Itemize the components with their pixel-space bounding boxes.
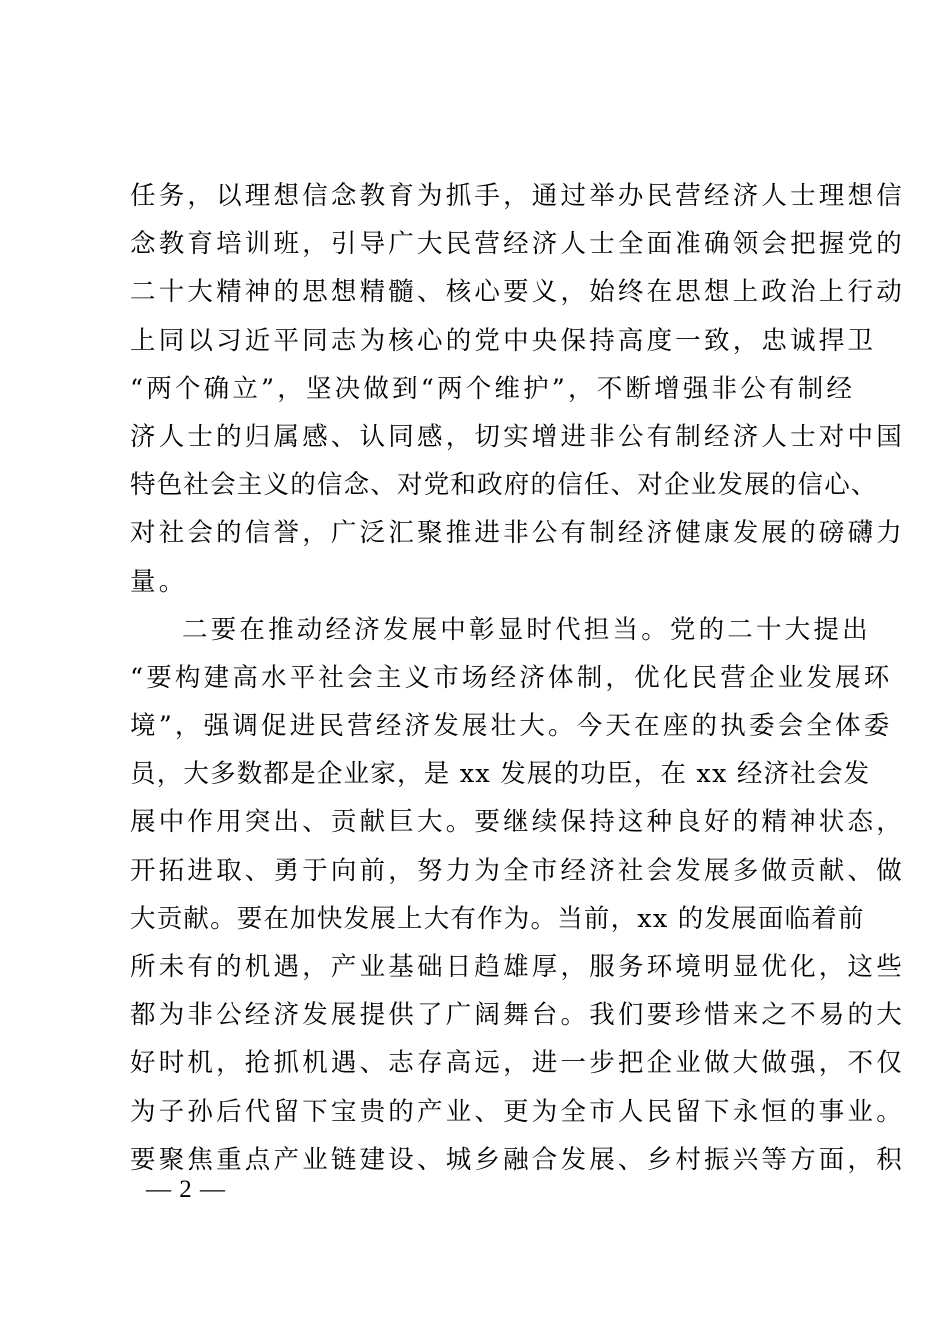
text-line: 上同以习近平同志为核心的党中央保持高度一致，忠诚捍卫 [130,325,877,356]
text-line: 特色社会主义的信念、对党和政府的信任、对企业发展的信心、 [130,470,878,501]
body-text [130,172,905,1184]
text-line: 开拓进取、勇于向前，努力为全市经济社会发展多做贡献、做 [130,855,905,886]
text-line: 展中作用突出、贡献巨大。要继续保持这种良好的精神状态， [130,807,905,838]
text-line: 对社会的信誉，广泛汇聚推进非公有制经济健康发展的磅礴力 [130,518,905,549]
text-line: “两个确立”，坚决做到“两个维护”，不断增强非公有制经 [130,373,856,404]
text-line: 要聚焦重点产业链建设、城乡融合发展、乡村振兴等方面，积 [130,1144,905,1175]
text-line: 都为非公经济发展提供了广阔舞台。我们要珍惜来之不易的大 [130,1000,905,1031]
text-line: 为子孙后代留下宝贵的产业、更为全市人民留下永恒的事业。 [130,1096,905,1127]
text-line: 二要在推动经济发展中彰显时代担当。党的二十大提出 [182,614,871,645]
text-line: 济人士的归属感、认同感，切实增进非公有制经济人士对中国 [130,421,905,452]
text-line: 念教育培训班，引导广大民营经济人士全面准确领会把握党的 [130,229,905,260]
paragraph-1 [130,172,905,606]
text-line: 二十大精神的思想精髓、核心要义，始终在思想上政治上行动 [130,277,905,308]
text-line: “要构建高水平社会主义市场经济体制，优化民营企业发展环 [130,662,893,693]
text-line: 大贡献。要在加快发展上大有作为。当前，xx 的发展面临着前 [130,903,865,934]
text-line: 好时机，抢抓机遇、志存高远，进一步把企业做大做强，不仅 [130,1048,905,1079]
text-line: 境”，强调促进民营经济发展壮大。今天在座的执委会全体委 [130,711,893,742]
text-line: 任务，以理想信念教育为抓手，通过举办民营经济人士理想信 [130,181,905,211]
text-line: 所未有的机遇，产业基础日趋雄厚，服务环境明显优化，这些 [130,952,905,982]
page-number: — 2 — [146,1176,226,1203]
paragraph-2 [130,606,905,1184]
text-line: 员，大多数都是企业家，是 xx 发展的功臣，在 xx 经济社会发 [130,759,871,790]
text-line: 量。 [130,566,188,597]
